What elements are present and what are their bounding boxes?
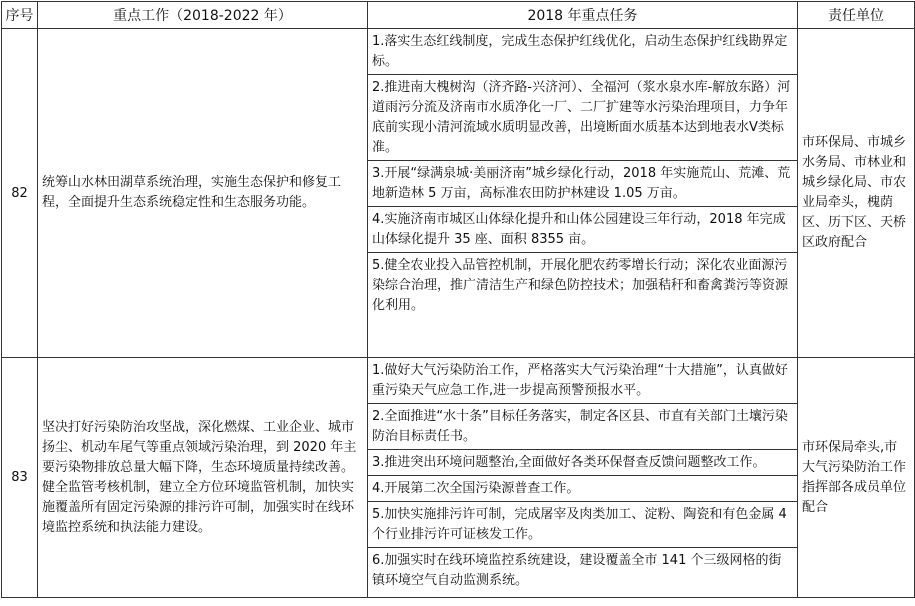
header-responsible-unit: 责任单位	[798, 2, 915, 29]
table-header-row	[2, 2, 915, 29]
table-row	[2, 358, 915, 598]
task-item: 1.做好大气污染防治工作，严格落实大气污染治理“十大措施”，认真做好重污染天气应急工作,进一步提高预警预报水平。	[368, 358, 797, 404]
header-no: 序号	[2, 2, 38, 29]
responsible-unit-cell: 市环保局、市城乡水务局、市林业和城乡绿化局、市农业局牵头，槐荫区、历下区、天桥区政府配合	[798, 29, 915, 358]
task-item: 1.落实生态红线制度，完成生态保护红线优化，启动生态保护红线勘界定标。	[368, 29, 797, 75]
task-item: 4.开展第二次全国污染源普查工作。	[368, 476, 797, 502]
task-item: 5.加快实施排污许可制，完成屠宰及肉类加工、淀粉、陶瓷和有色金属 4 个行业排污许可证核发工作。	[368, 502, 797, 548]
row-number: 83	[2, 358, 38, 598]
task-item: 2.推进南大槐树沟（济齐路-兴济河）、全福河（浆水泉水库-解放东路）河道雨污分流及济南市水质净化一厂、二厂扩建等水污染治理项目，力争年底前实现小清河流域水质明显改善，出境断面水质基本达到地表水Ⅴ类标准。	[368, 75, 797, 161]
tasks-table	[1, 1, 915, 598]
task-item: 4.实施济南市城区山体绿化提升和山体公园建设三年行动，2018 年完成山体绿化提升 35 座、面积 8355 亩。	[368, 207, 797, 253]
task-item: 6.加强实时在线环境监控系统建设，建设覆盖全市 141 个三级网格的街镇环境空气自动监测系统。	[372, 553, 782, 588]
header-key-work: 重点工作（2018-2022 年）	[38, 2, 368, 29]
responsible-unit-cell: 市环保局牵头,市大气污染防治工作指挥部各成员单位配合	[798, 358, 915, 598]
header-tasks: 2018 年重点任务	[368, 2, 798, 29]
table-row	[2, 29, 915, 358]
key-work-cell: 统筹山水林田湖草系统治理，实施生态保护和修复工程，全面提升生态系统稳定性和生态服务功能。	[38, 29, 368, 358]
task-item: 5.健全农业投入品管控机制，开展化肥农药零增长行动；深化农业面源污染综合治理，推广清洁生产和绿色防控技术；加强秸秆和畜禽粪污等资源化利用。	[372, 258, 789, 313]
row-number: 82	[2, 29, 38, 358]
task-item: 2.全面推进“水十条”目标任务落实，制定各区县、市直有关部门土壤污染防治目标责任书。	[368, 404, 797, 450]
task-item: 3.推进突出环境问题整治,全面做好各类环保督查反馈问题整改工作。	[368, 450, 797, 476]
tasks-cell	[368, 29, 798, 358]
task-item: 3.开展“绿满泉城·美丽济南”城乡绿化行动，2018 年实施荒山、荒滩、荒地新造林 5 万亩，高标准农田防护林建设 1.05 万亩。	[368, 161, 797, 207]
key-work-cell: 坚决打好污染防治攻坚战，深化燃煤、工业企业、城市扬尘、机动车尾气等重点领域污染治理，到 2020 年主要污染物排放总量大幅下降，生态环境质量持续改善。健全监管考核机制，建立全方位环境监管机制，加快实施覆盖所有固定污染源的排污许可制，加强实时在线环境监控系统和执法能力建设。	[38, 358, 368, 598]
tasks-cell	[368, 358, 798, 598]
